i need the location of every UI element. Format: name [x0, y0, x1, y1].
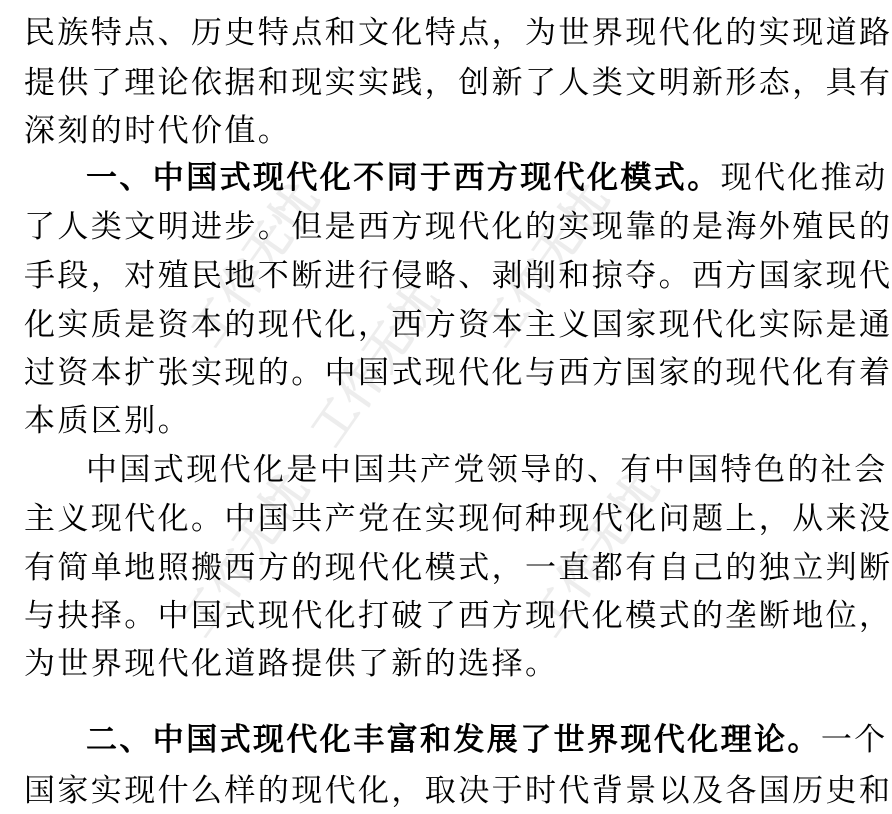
- section-heading-line: [86, 717, 888, 763]
- body-line: [24, 204, 892, 250]
- line-text: 了人类文明进步。但是西方现代化的实现靠的是海外殖民的: [24, 209, 892, 245]
- line-text: 中国式现代化是中国共产党领导的、有中国特色的社会: [86, 452, 888, 488]
- body-line: [24, 108, 784, 154]
- line-text: 为世界现代化道路提供了新的选择。: [24, 646, 559, 682]
- line-text: 化实质是资本的现代化，西方资本主义国家现代化实际是通: [24, 307, 892, 343]
- line-text: 深刻的时代价值。: [24, 113, 292, 149]
- body-line: [24, 593, 892, 639]
- body-line: [24, 302, 892, 348]
- line-text: 主义现代化。中国共产党在实现何种现代化问题上，从来没: [24, 501, 892, 537]
- line-text: 现代化推动: [720, 160, 888, 196]
- line-text: 国家实现什么样的现代化，取决于时代背景以及各国历史和: [24, 773, 892, 809]
- body-line: [24, 253, 892, 299]
- line-text: 提供了理论依据和现实实践，创新了人类文明新形态，具有: [24, 65, 892, 101]
- section-heading: 二、中国式现代化丰富和发展了世界现代化理论。: [86, 722, 821, 758]
- watermark: 工作无忧: [169, 463, 320, 646]
- watermark: 工作无忧: [179, 173, 330, 356]
- body-line: [24, 768, 892, 814]
- body-line: [24, 398, 784, 444]
- body-line: [24, 60, 892, 106]
- watermark: 工作无忧: [299, 273, 450, 456]
- body-line: [86, 447, 888, 493]
- line-text: 一个: [820, 722, 888, 758]
- line-text: 有简单地照搬西方的现代化模式，一直都有自己的独立判断: [24, 550, 892, 586]
- body-line: [24, 496, 892, 542]
- line-text: 手段，对殖民地不断进行侵略、剥削和掠夺。西方国家现代: [24, 258, 892, 294]
- line-text: 过资本扩张实现的。中国式现代化与西方国家的现代化有着: [24, 355, 892, 391]
- line-text: 本质区别。: [24, 403, 191, 439]
- section-heading: 一、中国式现代化不同于西方现代化模式。: [86, 160, 721, 196]
- body-line: [24, 545, 892, 591]
- body-line: [24, 10, 892, 56]
- line-text: 与抉择。中国式现代化打破了西方现代化模式的垄断地位，: [24, 598, 892, 634]
- line-text: 民族特点、历史特点和文化特点，为世界现代化的实现道路: [24, 15, 892, 51]
- watermark: 工作无忧: [469, 173, 620, 356]
- body-line: [24, 641, 784, 687]
- body-line: [24, 350, 892, 396]
- section-heading-line: [86, 155, 888, 201]
- watermark: 工作无忧: [519, 463, 670, 646]
